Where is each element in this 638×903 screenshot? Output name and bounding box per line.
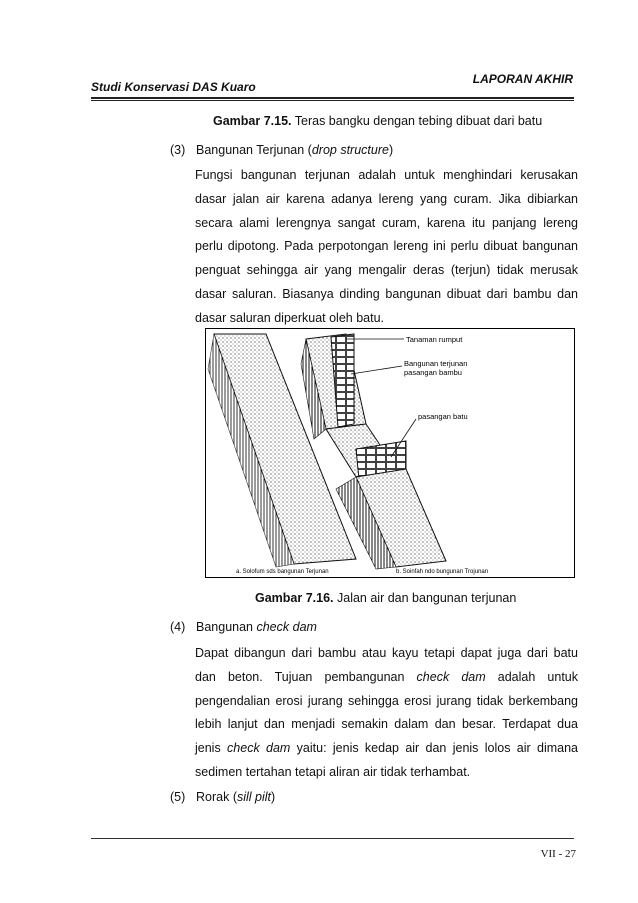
header-right-title: LAPORAN AKHIR: [472, 72, 573, 86]
item-5-heading: [170, 790, 275, 804]
caption-text: Jalan air dan bangunan terjunan: [333, 591, 517, 605]
label-pasangan-bambu: pasangan bambu: [404, 368, 462, 377]
drop-structure-illustration: [206, 329, 574, 577]
item-italic: sill pilt: [236, 790, 272, 804]
paragraph-drop-structure: [195, 164, 578, 331]
item-close: ): [271, 790, 276, 804]
caption-7-15: [213, 114, 542, 128]
page-number: VII - 27: [540, 848, 576, 860]
header-rule: [91, 97, 574, 99]
item-text: Bangunan: [196, 620, 257, 634]
caption-label: Gambar 7.16.: [255, 591, 334, 605]
paragraph-text: Fungsi bangunan terjunan adalah untuk menghindari kerusakan dasar jalan air karena adanya lereng yang curam. Jika dibiarkan secara alami lerengnya sangat curam, karena itu panjang lereng perlu dipotong. Pada perpotongan lereng ini perlu dibuat bangunan penguat sehingga air yang mengalir deras (terjun) tidak merusak dasar saluran. Biasanya dinding bangunan dibuat dari bambu dan dasar saluran diperkuat oleh batu.: [195, 168, 578, 325]
header-rule-thin: [91, 100, 574, 101]
figure-drop-structure: [205, 328, 575, 578]
item-number: (4): [170, 620, 186, 634]
label-bangunan-terjunan: Bangunan terjunan: [404, 359, 468, 368]
paragraph-italic: check dam: [416, 669, 486, 684]
paragraph-text: adalah untuk pengendalian erosi jurang sehingga erosi jurang tidak berkembang lebih lanjut dan menjadi semakin dalam dan besar. Terdapat dua jenis: [195, 669, 578, 756]
item-text: Bangunan Terjunan (: [196, 143, 312, 157]
label-pasangan-batu: pasangan batu: [418, 412, 468, 421]
item-italic: drop structure: [311, 143, 389, 157]
header-left-title: Studi Konservasi DAS Kuaro: [91, 80, 256, 94]
paragraph-italic: check dam: [227, 741, 291, 756]
paragraph-check-dam: [195, 642, 578, 785]
label-a: a. Solofum sds bangunan Terjunan: [236, 569, 329, 575]
label-b: b. Soinfah ndo bungunan Trojunan: [396, 569, 489, 575]
item-number: (5): [170, 790, 186, 804]
footer-rule: [91, 838, 574, 839]
item-text: Rorak (: [196, 790, 237, 804]
label-tanaman-rumput: Tanaman rumput: [406, 335, 463, 344]
paragraph-text: yaitu: jenis kedap air dan jenis lolos air dimana sedimen tertahan tetapi aliran air tidak terhambat.: [195, 741, 579, 779]
caption-7-16: [255, 591, 516, 605]
item-4-heading: [170, 620, 317, 634]
caption-text: Teras bangku dengan tebing dibuat dari batu: [291, 114, 543, 128]
item-3-heading: [170, 143, 393, 157]
paragraph-text: Dapat dibangun dari bambu atau kayu tetapi dapat juga dari batu dan beton. Tujuan pembangunan: [195, 646, 578, 684]
item-close: ): [388, 143, 394, 157]
caption-label: Gambar 7.15.: [213, 114, 292, 128]
item-italic: check dam: [256, 620, 317, 634]
item-number: (3): [170, 143, 186, 157]
